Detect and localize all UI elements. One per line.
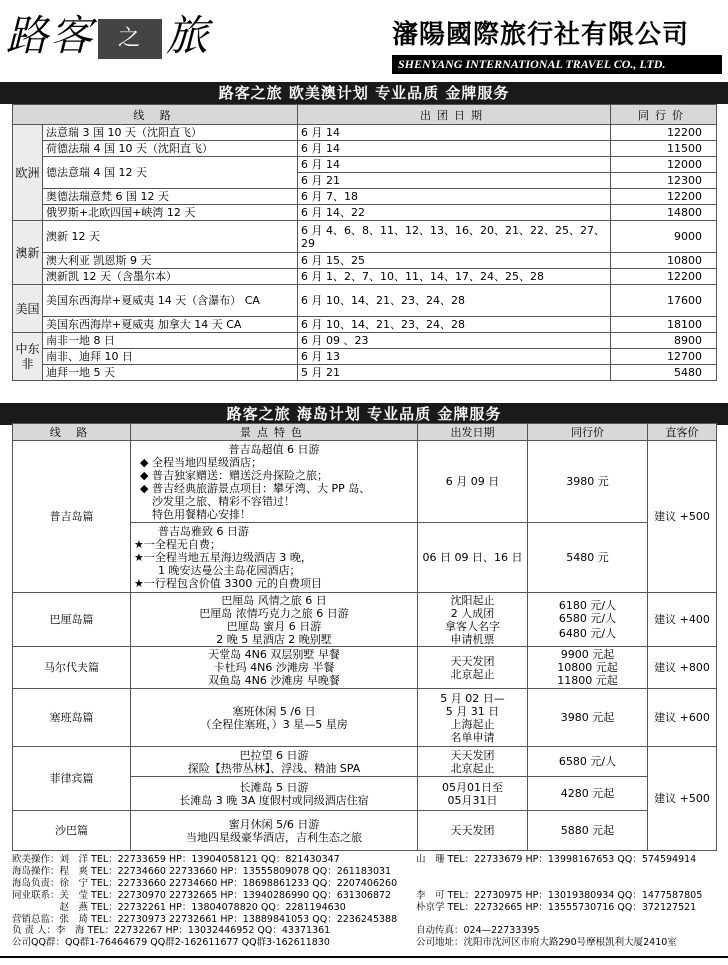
logo-seal: 之 [98, 19, 162, 59]
package-title: 普吉岛雅致 6 日游 [158, 525, 249, 538]
price: 14800 [611, 205, 717, 221]
address-line: 公司地址：沈阳市沈河区市府大路290号摩根凯利大厦2410室 [416, 937, 677, 949]
phuket-package-2 [131, 523, 418, 593]
feature-line: 巴厘岛 风情之旅 6 日 [221, 593, 327, 607]
feature-line: 长滩岛 3 晚 3A 度假村或同级酒店住宿 [179, 793, 369, 807]
feature-line: 卡杜玛 4N6 沙滩房 半餐 [213, 661, 335, 674]
contact-line [416, 914, 716, 926]
price: 5880 元起 [528, 811, 648, 851]
price: 5480 [611, 365, 717, 381]
contacts-left [12, 854, 432, 949]
philippines-features-2 [131, 777, 418, 811]
route: 荷德法瑞 4 国 10 天（沈阳直飞） [43, 141, 298, 157]
dates: 6 月 13 [298, 349, 611, 365]
feature-line: 2 晚 5 星酒店 2 晚别墅 [216, 632, 332, 646]
region-europe: 欧洲 [13, 125, 43, 221]
saipan-features [131, 689, 418, 747]
date-line: 05月01日至 [442, 780, 503, 794]
fax-line: 自动传真：024—22733395 [416, 925, 540, 937]
price: 12700 [611, 349, 717, 365]
maldives-features [131, 647, 418, 689]
price-line: 11800 元起 [557, 674, 618, 687]
route-philippines: 菲律宾篇 [13, 747, 131, 811]
price-line: 6180 元/人 [558, 599, 617, 612]
col-dates: 出团日期 [298, 105, 611, 125]
route: 南非一地 8 日 [43, 333, 298, 349]
feature-line: 探险【热带丛林】、浮浅、精油 SPA [187, 761, 361, 775]
philippines-dates-2 [418, 777, 528, 811]
route-phuket: 普吉岛篇 [13, 441, 131, 593]
price: 12300 [611, 173, 717, 189]
route-maldives: 马尔代夫篇 [13, 647, 131, 689]
route-saipan: 塞班岛篇 [13, 689, 131, 747]
bali-features [131, 593, 418, 647]
route: 德法意瑞 4 国 12 天 [43, 157, 298, 189]
price: 4280 元起 [528, 777, 648, 811]
price: 12200 [611, 269, 717, 285]
date-line: 天天发团 [450, 654, 495, 668]
date: 06 日 09 日、16 日 [418, 523, 528, 593]
price-line: 10800 元起 [557, 661, 618, 674]
feature-line: 巴厘岛 蜜月 6 日游 [226, 619, 322, 633]
direct-price: 建议 +800 [648, 647, 717, 689]
route: 迪拜一地 5 天 [43, 365, 298, 381]
date-line: 上海起止 [450, 717, 495, 731]
region-usa: 美国 [13, 285, 43, 333]
header [0, 0, 728, 80]
maldives-dates [418, 647, 528, 689]
company-name-en: SHENYANG INTERNATIONAL TRAVEL CO., LTD. [392, 55, 722, 74]
feature-line: ◆ 普吉独家赠送：赠送泛舟探险之旅； [140, 468, 328, 482]
col-trade-price: 同行价 [528, 424, 648, 441]
date-line: 天天发团 [450, 748, 495, 762]
price: 12000 [611, 157, 717, 173]
route-sabah: 沙巴篇 [13, 811, 131, 851]
price-line: 9900 元起 [560, 648, 615, 661]
contact-line: 同业联系：关 莹 TEL：22730970 22732665 HP：13940286990 QQ：631306872 [12, 889, 392, 901]
phuket-package-1 [131, 441, 418, 523]
feature-line: 蜜月休闲 5/6 日游 [228, 817, 320, 831]
qq-groups: 公司QQ群：QQ群1-76464679 QQ群2-162611677 QQ群3-162611830 [12, 937, 330, 949]
direct-price: 建议 +400 [648, 593, 717, 647]
contact-line: 营销总监：张 琦 TEL：22730973 22732661 HP：13889841053 QQ：2236245388 [12, 913, 398, 925]
date-line: 申请机票 [450, 632, 495, 646]
dates: 6 月 09 、23 [298, 333, 611, 349]
date-line: 5 月 02 日— [440, 691, 505, 705]
logo-text-2: 旅 [166, 11, 211, 60]
route: 奥德法瑞意梵 6 国 12 天 [43, 189, 298, 205]
contact-line: 赵 燕 TEL：22732261 HP：13804078820 QQ：2281194630 [12, 901, 346, 913]
feature-line: 天堂岛 4N6 双层别墅 早餐 [208, 648, 340, 661]
bottom-rule [0, 956, 728, 958]
feature-line: 巴拉望 6 日游 [239, 748, 309, 762]
dates: 6 月 1、2、7、10、11、14、17、24、25、28 [298, 269, 611, 285]
contacts-right [416, 854, 716, 949]
feature-line: 当地四星级豪华酒店，吉利生态之旅 [186, 830, 362, 844]
sabah-features [131, 811, 418, 851]
date-line: 沈阳起止 [450, 593, 495, 607]
contact-line: 欧美操作：刘 洋 TEL：22733659 HP：13904058121 QQ：821430347 [12, 854, 340, 865]
route-bali: 巴厘岛篇 [13, 593, 131, 647]
route: 美国东西海岸+夏威夷 14 天（含瀑布） CA [43, 285, 298, 317]
philippines-features-1 [131, 747, 418, 777]
date: 天天发团 [418, 811, 528, 851]
price: 12200 [611, 125, 717, 141]
feature-line: 巴厘岛 浓情巧克力之旅 6 日游 [199, 606, 349, 620]
route: 南非、迪拜 10 日 [43, 349, 298, 365]
company-name-cn: 瀋陽國際旅行社有限公司 [392, 20, 690, 50]
date: 6 月 09 日 [418, 441, 528, 523]
date-line: 北京起止 [450, 667, 495, 681]
feature-line: ◆ 全程当地四星级酒店； [140, 455, 262, 469]
price-line: 6480 元/人 [558, 627, 617, 640]
feature-line: ★一全程无自费； [134, 538, 221, 551]
saipan-dates [418, 689, 528, 747]
feature-line: 特色用餐精心安排！ [152, 507, 251, 521]
price: 12200 [611, 189, 717, 205]
region-aunz: 澳新 [13, 221, 43, 285]
date-line: 5 月 31 日 [445, 704, 500, 718]
price: 8900 [611, 333, 717, 349]
price: 3980 元 [528, 441, 648, 523]
col-date: 出发日期 [418, 424, 528, 441]
contact-line: 朴京学 TEL：22732665 HP：13555730716 QQ：372127521 [416, 901, 697, 913]
europe-america-table [12, 104, 717, 381]
route: 澳新 12 天 [43, 221, 298, 253]
price-line: 6580 元/人 [558, 612, 617, 625]
dates: 6 月 14、22 [298, 205, 611, 221]
date-line: 名单申请 [450, 730, 495, 744]
feature-line: 双鱼岛 4N6 沙滩房 早晚餐 [208, 674, 340, 687]
dates: 6 月 14 [298, 141, 611, 157]
region-me-africa: 中东非 [13, 333, 43, 381]
feature-line: ★一行程包含价值 3300 元的自费项目 [134, 577, 322, 590]
brand-logo [6, 10, 210, 62]
package-title: 普吉岛超值 6 日游 [228, 442, 320, 456]
feature-line: （全程住塞班，）3 星—5 星房 [200, 717, 348, 731]
direct-price: 建议 +500 [648, 441, 717, 593]
col-price: 同行价 [611, 105, 717, 125]
price: 11500 [611, 141, 717, 157]
logo-text-1: 路客 [6, 11, 95, 60]
dates: 6 月 15、25 [298, 253, 611, 269]
dates: 6 月 14 [298, 125, 611, 141]
date-line: 05月31日 [447, 793, 498, 807]
bali-prices [528, 593, 648, 647]
direct-price: 建议 +600 [648, 689, 717, 747]
dates: 6 月 4、6、8、11、12、13、16、20、21、22、25、27、29 [298, 221, 611, 253]
contact-line: 海岛操作：程 爽 TEL：22734660 22733660 HP：13555809078 QQ：261183031 [12, 865, 392, 877]
col-route: 线 路 [13, 105, 298, 125]
philippines-dates-1 [418, 747, 528, 777]
dates: 6 月 21 [298, 173, 611, 189]
price: 10800 [611, 253, 717, 269]
contact-line: 李 可 TEL：22730975 HP：13019380934 QQ：1477587805 [416, 889, 703, 901]
price: 18100 [611, 317, 717, 333]
contact-line [416, 866, 716, 878]
company-name [392, 14, 722, 74]
route: 澳大利亚 凯恩斯 9 天 [43, 253, 298, 269]
date-line: 2 人成团 [450, 606, 495, 620]
contact-line: 海岛负责：徐 宁 TEL：22733660 22734660 HP：18698861233 QQ：2207406260 [12, 877, 398, 889]
feature-line: ★一全程当地五星海边级酒店 3 晚， [134, 551, 312, 564]
bali-dates [418, 593, 528, 647]
date-line: 北京起止 [450, 761, 495, 775]
dates: 6 月 14 [298, 157, 611, 173]
island-table [12, 423, 717, 851]
date-line: 拿客人名字 [445, 619, 500, 633]
route: 澳新凯 12 天（含墨尔本） [43, 269, 298, 285]
maldives-prices [528, 647, 648, 689]
price: 3980 元起 [528, 689, 648, 747]
col-feature: 景点特色 [131, 424, 418, 441]
feature-line: 1 晚安达曼公主岛花园酒店； [158, 564, 301, 577]
price: 17600 [611, 285, 717, 317]
price: 5480 元 [528, 523, 648, 593]
col-route: 线 路 [13, 424, 131, 441]
section1-banner: 路客之旅 欧美澳计划 专业品质 金牌服务 [0, 82, 728, 104]
route: 法意瑞 3 国 10 天（沈阳直飞） [43, 125, 298, 141]
contact-line: 山 珊 TEL：22733679 HP：13998167653 QQ：574594914 [416, 854, 697, 865]
price: 9000 [611, 221, 717, 253]
price: 6580 元/人 [528, 747, 648, 777]
dates: 6 月 10、14、21、23、24、28 [298, 317, 611, 333]
dates: 6 月 7、18 [298, 189, 611, 205]
route: 美国东西海岸+夏威夷 加拿大 14 天 CA [43, 317, 298, 333]
contact-line [416, 878, 716, 890]
contacts-footer [12, 854, 716, 949]
section2-banner: 路客之旅 海岛计划 专业品质 金牌服务 [0, 403, 728, 425]
contact-line: 负 责 人：李 海 TEL：22732267 HP：13032446952 QQ：43371361 [12, 925, 331, 937]
dates: 5 月 21 [298, 365, 611, 381]
dates: 6 月 10、14、21、23、24、28 [298, 285, 611, 317]
feature-line: 沙发里之旅、精彩不容错过！ [152, 494, 295, 508]
route: 俄罗斯+北欧四国+峡湾 12 天 [43, 205, 298, 221]
direct-price: 建议 +500 [648, 747, 717, 851]
feature-line: 塞班休闲 5 /6 日 [232, 704, 316, 718]
feature-line: ◆ 普吉经典旅游景点项目：攀牙湾、大 PP 岛、 [140, 481, 371, 495]
col-direct-price: 直客价 [648, 424, 717, 441]
feature-line: 长滩岛 5 日游 [239, 780, 309, 794]
